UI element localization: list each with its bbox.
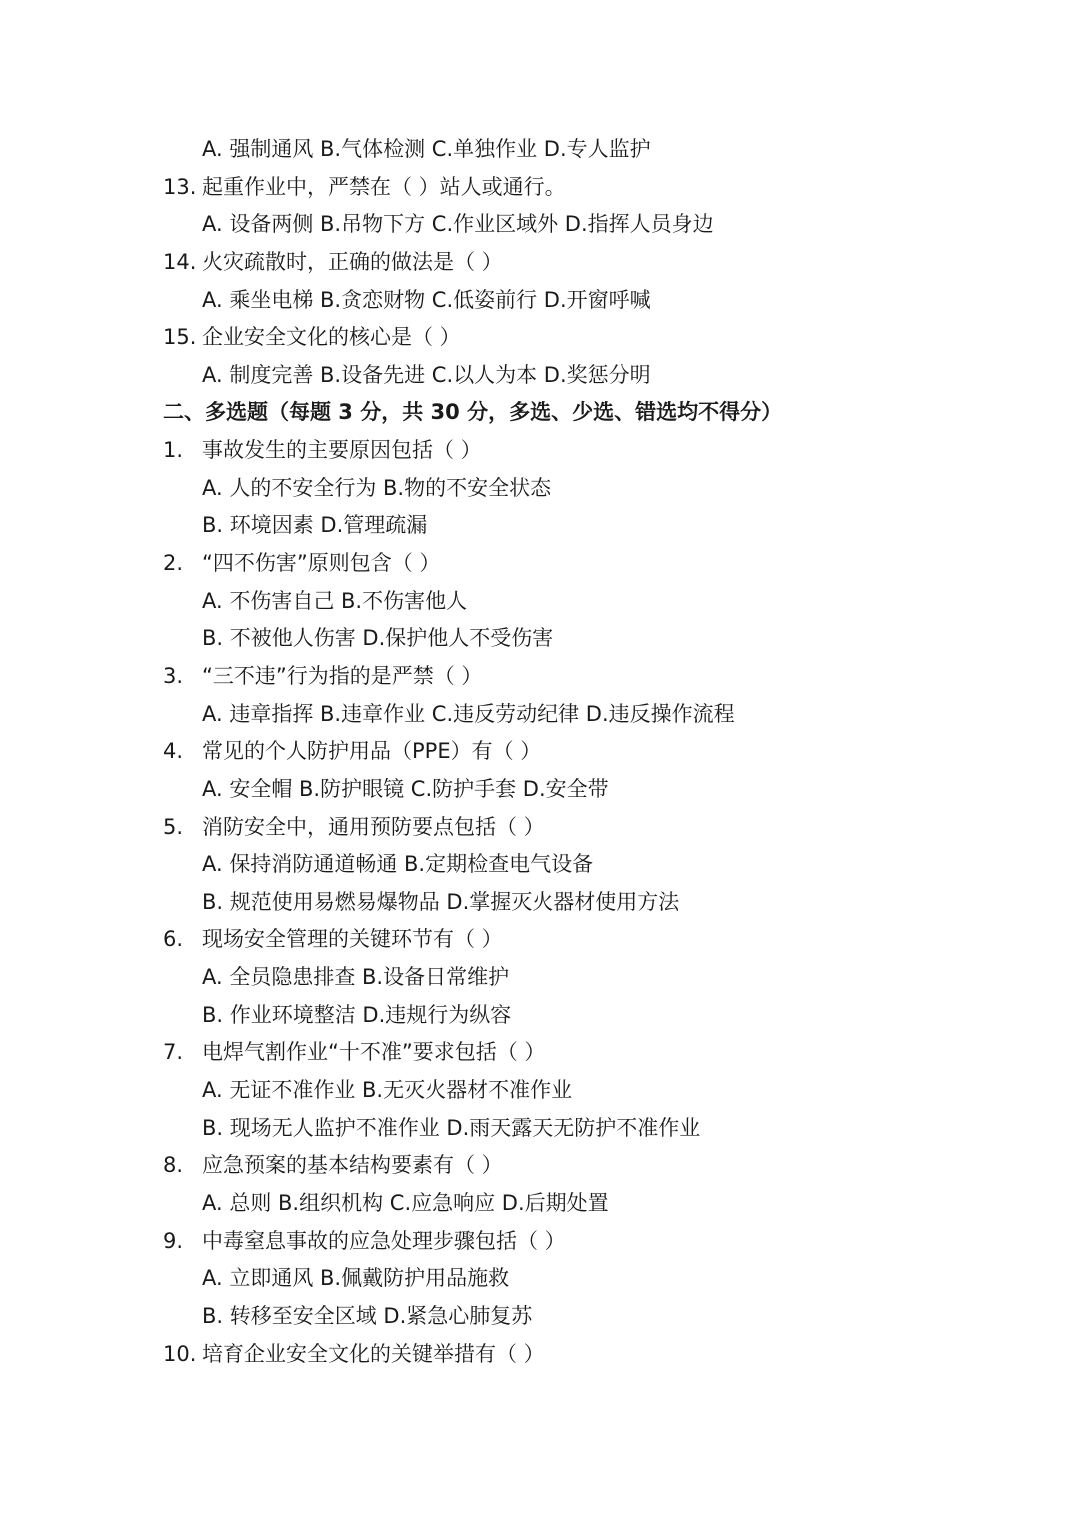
answer-options: A. 安全帽 B.防护眼镜 C.防护手套 D.安全带 [202, 776, 609, 801]
options-line [0, 884, 1080, 922]
question-text: 事故发生的主要原因包括（ ） [202, 438, 482, 463]
options-line [0, 620, 1080, 658]
answer-options: A. 立即通风 B.佩戴防护用品施救 [202, 1266, 510, 1291]
question-text: 应急预案的基本结构要素有（ ） [202, 1153, 503, 1178]
question-text: 火灾疏散时，正确的做法是（ ） [202, 249, 503, 274]
question-number: 1. [163, 438, 184, 463]
answer-options: B. 不被他人伤害 D.保护他人不受伤害 [202, 626, 554, 651]
question-text: “三不违”行为指的是严禁（ ） [202, 663, 483, 688]
answer-options: A. 不伤害自己 B.不伤害他人 [202, 588, 468, 613]
answer-options: A. 违章指挥 B.违章作业 C.违反劳动纪律 D.违反操作流程 [202, 701, 735, 726]
question-number: 13. [163, 174, 197, 199]
question-line [0, 1336, 1080, 1374]
answer-options: A. 人的不安全行为 B.物的不安全状态 [202, 475, 552, 500]
options-line [0, 1298, 1080, 1336]
question-text: 现场安全管理的关键环节有（ ） [202, 927, 503, 952]
question-list [0, 131, 1080, 1373]
answer-options: B. 规范使用易燃易爆物品 D.掌握灭火器材使用方法 [202, 889, 680, 914]
question-number: 8. [163, 1153, 184, 1178]
options-line [0, 357, 1080, 395]
question-text: 中毒窒息事故的应急处理步骤包括（ ） [202, 1228, 566, 1253]
question-text: 培育企业安全文化的关键举措有（ ） [202, 1341, 545, 1366]
question-number: 3. [163, 663, 184, 688]
question-text: “四不伤害”原则包含（ ） [202, 551, 441, 576]
options-line [0, 1260, 1080, 1298]
answer-options: B. 现场无人监护不准作业 D.雨天露天无防护不准作业 [202, 1115, 701, 1140]
question-text: 电焊气割作业“十不准”要求包括（ ） [202, 1040, 546, 1065]
question-number: 14. [163, 249, 197, 274]
question-line [0, 733, 1080, 771]
question-line [0, 244, 1080, 282]
answer-options: B. 作业环境整洁 D.违规行为纵容 [202, 1002, 512, 1027]
question-number: 2. [163, 551, 184, 576]
question-line [0, 1147, 1080, 1185]
question-line [0, 1223, 1080, 1261]
question-number: 15. [163, 325, 197, 350]
options-line [0, 959, 1080, 997]
question-line [0, 921, 1080, 959]
options-line [0, 507, 1080, 545]
options-line [0, 206, 1080, 244]
options-line [0, 470, 1080, 508]
question-line [0, 1034, 1080, 1072]
question-number: 6. [163, 927, 184, 952]
answer-options: A. 无证不准作业 B.无灭火器材不准作业 [202, 1078, 573, 1103]
options-line [0, 771, 1080, 809]
section-heading: 二、多选题（每题 3 分，共 30 分，多选、少选、错选均不得分） [163, 400, 783, 425]
answer-options: A. 制度完善 B.设备先进 C.以人为本 D.奖惩分明 [202, 362, 651, 387]
question-line [0, 169, 1080, 207]
question-line [0, 658, 1080, 696]
options-line [0, 583, 1080, 621]
question-line [0, 545, 1080, 583]
options-line [0, 1110, 1080, 1148]
question-number: 4. [163, 739, 184, 764]
options-line [0, 131, 1080, 169]
question-number: 10. [163, 1341, 197, 1366]
question-number: 5. [163, 814, 184, 839]
answer-options: A. 强制通风 B.气体检测 C.单独作业 D.专人监护 [202, 137, 651, 161]
options-line [0, 1185, 1080, 1223]
question-line [0, 432, 1080, 470]
question-line [0, 319, 1080, 357]
section-heading-line [0, 394, 1080, 432]
options-line [0, 997, 1080, 1035]
question-text: 企业安全文化的核心是（ ） [202, 325, 461, 350]
answer-options: B. 环境因素 D.管理疏漏 [202, 513, 428, 538]
answer-options: B. 转移至安全区域 D.紧急心肺复苏 [202, 1303, 533, 1328]
answer-options: A. 乘坐电梯 B.贪恋财物 C.低姿前行 D.开窗呼喊 [202, 287, 651, 312]
question-text: 起重作业中，严禁在（ ）站人或通行。 [202, 174, 566, 199]
options-line [0, 696, 1080, 734]
answer-options: A. 总则 B.组织机构 C.应急响应 D.后期处置 [202, 1190, 609, 1215]
answer-options: A. 全员隐患排查 B.设备日常维护 [202, 965, 510, 990]
question-number: 7. [163, 1040, 184, 1065]
question-line [0, 809, 1080, 847]
question-text: 常见的个人防护用品（PPE）有（ ） [202, 739, 542, 764]
options-line [0, 282, 1080, 320]
answer-options: A. 设备两侧 B.吊物下方 C.作业区域外 D.指挥人员身边 [202, 212, 714, 237]
options-line [0, 846, 1080, 884]
question-number: 9. [163, 1228, 184, 1253]
question-text: 消防安全中，通用预防要点包括（ ） [202, 814, 545, 839]
answer-options: A. 保持消防通道畅通 B.定期检查电气设备 [202, 852, 594, 877]
options-line [0, 1072, 1080, 1110]
